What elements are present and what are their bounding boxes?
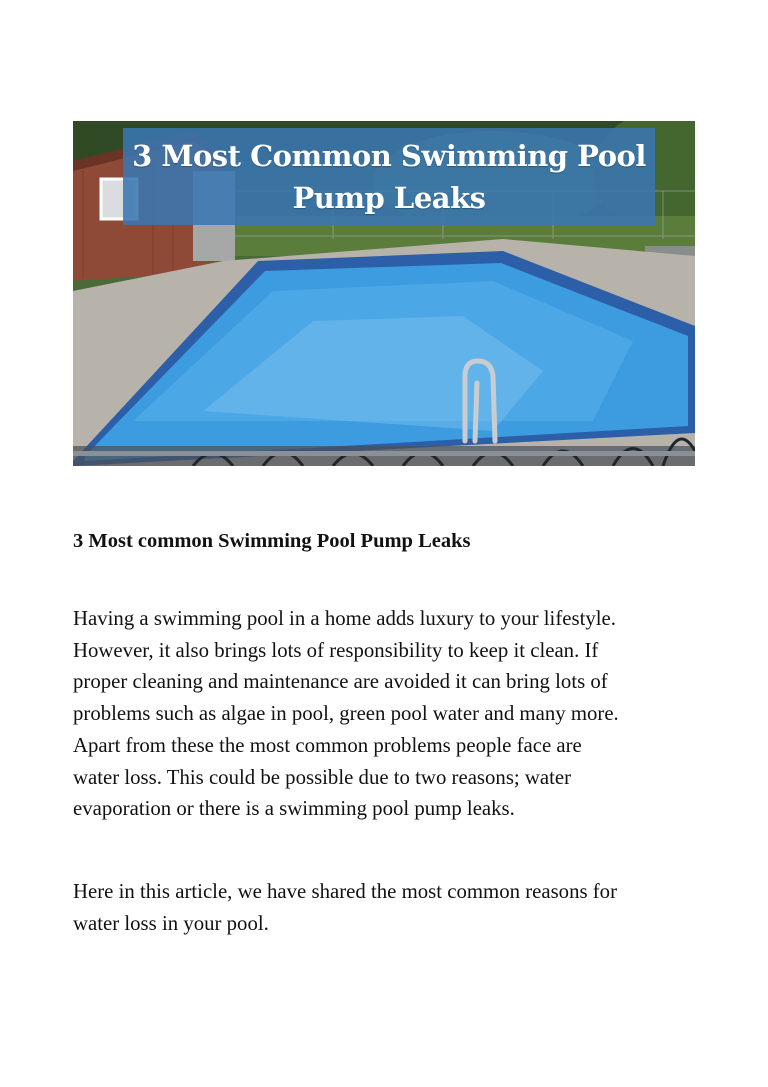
paragraph-line: problems such as algae in pool, green pool water and many more.	[73, 702, 619, 726]
intro-paragraph	[73, 603, 703, 825]
article-heading: 3 Most common Swimming Pool Pump Leaks	[73, 530, 471, 552]
paragraph-line: Apart from these the most common problems people face are	[73, 733, 582, 757]
paragraph-line: evaporation or there is a swimming pool pump leaks.	[73, 797, 515, 821]
title-banner	[123, 128, 655, 225]
paragraph-line: Having a swimming pool in a home adds luxury to your lifestyle.	[73, 607, 616, 630]
pool-photo	[73, 121, 695, 466]
banner-title-line-2: Pump Leaks	[292, 180, 486, 215]
paragraph-line: water loss. This could be possible due to two reasons; water	[73, 765, 572, 789]
second-paragraph	[73, 876, 703, 939]
paragraph-line: proper cleaning and maintenance are avoided it can bring lots of	[73, 670, 608, 694]
banner-title-line-1: 3 Most Common Swimming Pool	[132, 138, 646, 173]
paragraph-line: water loss in your pool.	[73, 911, 269, 935]
paragraph-line: However, it also brings lots of responsibility to keep it clean. If	[73, 638, 599, 662]
paragraph-line: Here in this article, we have shared the most common reasons for	[73, 880, 618, 903]
